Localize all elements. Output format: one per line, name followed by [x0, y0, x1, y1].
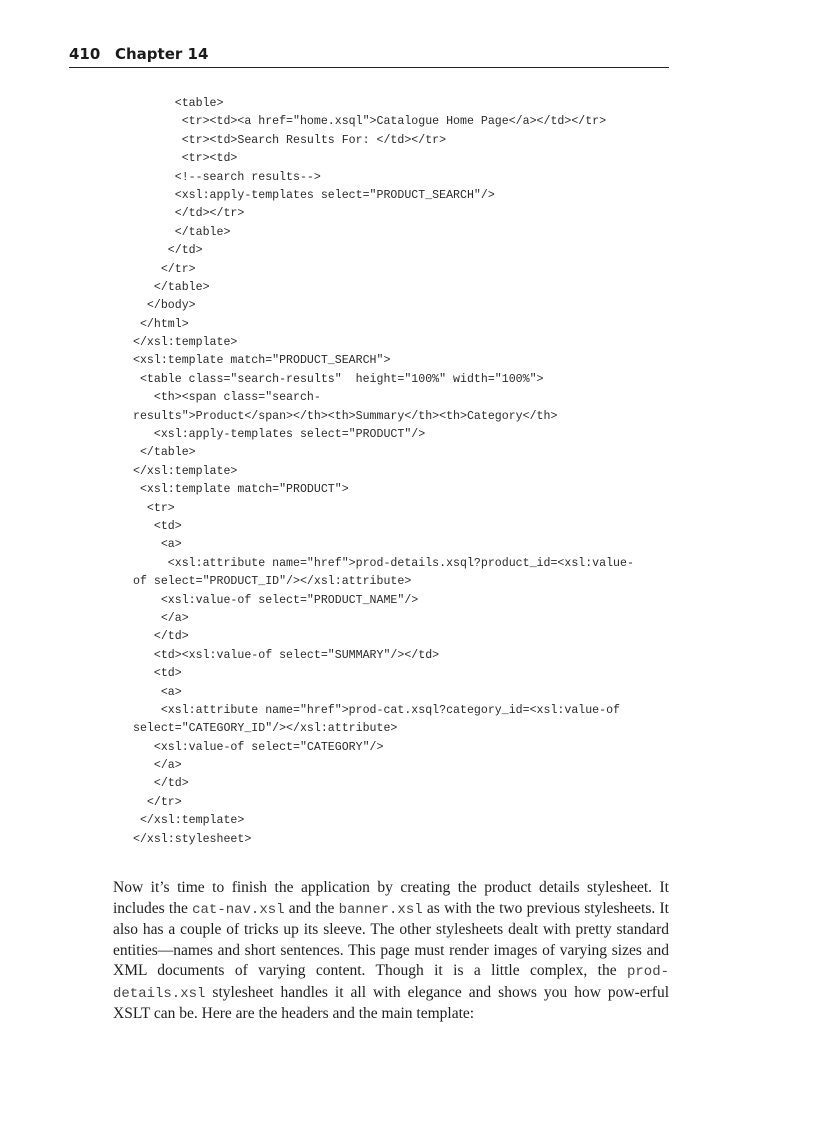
paragraph-text: and the — [284, 899, 339, 917]
code-line: </table> — [133, 280, 210, 294]
code-line: <xsl:attribute name="href">prod-cat.xsql?category_id=<xsl:value-of — [133, 703, 621, 717]
paragraph-text: Now it’s time to finish the application by creating the product details stylesheet. It includes the — [113, 879, 669, 917]
chapter-title: Chapter 14 — [115, 45, 209, 63]
code-line: <xsl:value-of select="CATEGORY"/> — [133, 740, 384, 754]
code-line: <xsl:attribute name="href">prod-details.xsql?product_id=<xsl:value- — [133, 556, 634, 570]
code-line: <xsl:apply-templates select="PRODUCT"/> — [133, 428, 426, 442]
code-line: </body> — [133, 299, 196, 313]
code-line: </table> — [133, 446, 196, 460]
running-header — [69, 43, 669, 68]
code-line: <td> — [133, 519, 182, 533]
code-line: </td> — [133, 630, 189, 644]
code-line: </a> — [133, 611, 189, 625]
code-line: <th><span class="search- — [133, 391, 321, 405]
code-line: <xsl:template match="PRODUCT_SEARCH"> — [133, 354, 391, 368]
page-number: 410 — [69, 45, 101, 63]
code-line: </tr> — [133, 795, 182, 809]
paragraph-text: stylesheet handles it all with elegance and shows you how pow-erful XSLT can be. Here are the headers and the main template: — [113, 983, 669, 1022]
code-listing — [133, 95, 693, 849]
inline-code: banner.xsl — [338, 901, 423, 918]
code-line: </td></tr> — [133, 207, 245, 221]
code-line: </xsl:template> — [133, 814, 245, 828]
code-line: select="CATEGORY_ID"/></xsl:attribute> — [133, 722, 398, 736]
code-line: </xsl:stylesheet> — [133, 832, 252, 846]
code-line: <table> — [133, 97, 224, 110]
inline-code: prod-details.xsl — [113, 964, 669, 1002]
code-line: <xsl:value-of select="PRODUCT_NAME"/> — [133, 593, 419, 607]
code-line: <xsl:template match="PRODUCT"> — [133, 483, 349, 497]
inline-code: cat-nav.xsl — [192, 901, 285, 918]
code-line: </td> — [133, 777, 189, 791]
code-line: </xsl:template> — [133, 336, 238, 350]
code-line: </a> — [133, 759, 182, 773]
code-line: </xsl:template> — [133, 464, 238, 478]
code-line: results">Product</span></th><th>Summary</th><th>Category</th> — [133, 409, 558, 423]
code-line: </table> — [133, 225, 231, 239]
code-line: <tr><td><a href="home.xsql">Catalogue Home Page</a></td></tr> — [133, 115, 607, 129]
code-line: <td> — [133, 667, 182, 681]
code-line: <td><xsl:value-of select="SUMMARY"/></td> — [133, 648, 440, 662]
body-paragraph — [113, 878, 669, 1025]
code-line: <a> — [133, 538, 182, 552]
code-line: <!--search results--> — [133, 170, 321, 184]
code-line: </td> — [133, 244, 203, 258]
code-line: <tr> — [133, 501, 175, 515]
code-line: of select="PRODUCT_ID"/></xsl:attribute> — [133, 575, 412, 589]
paragraph-text: as with the two previous stylesheets. It also has a couple of tricks up its sleeve. The other stylesheets dealt with pretty standard entities—names and short sentences. This page must render images of varying sizes and XML documents of varying content. Though it is a little complex, the — [113, 899, 669, 979]
code-line: <xsl:apply-templates select="PRODUCT_SEARCH"/> — [133, 188, 495, 202]
code-line: <tr><td> — [133, 152, 238, 166]
code-line: <tr><td>Search Results For: </td></tr> — [133, 133, 447, 147]
code-line: </html> — [133, 317, 189, 331]
code-line: </tr> — [133, 262, 196, 276]
code-line: <a> — [133, 685, 182, 699]
code-line: <table class="search-results" height="100%" width="100%"> — [133, 372, 544, 386]
